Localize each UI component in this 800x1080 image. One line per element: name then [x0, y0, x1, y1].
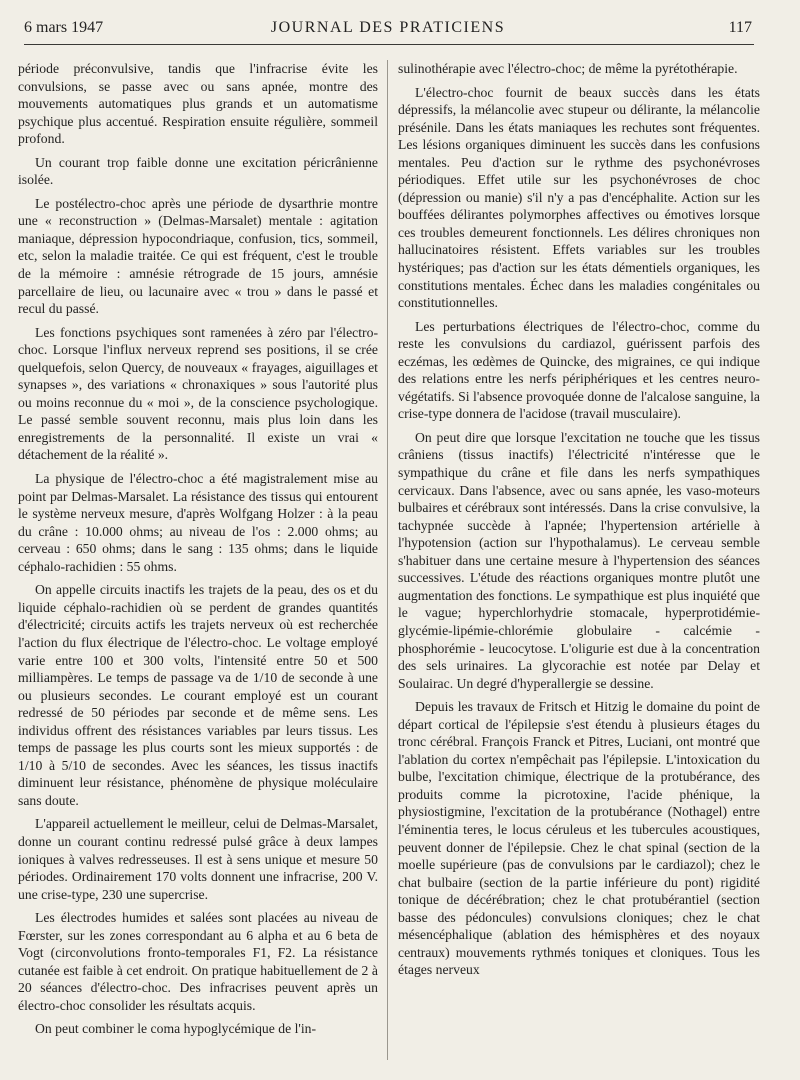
running-header [24, 14, 752, 42]
paragraph: Les fonctions psychiques sont ramenées à zéro par l'électro-choc. Lorsque l'influx nerveux reprend ses positions, il se crée quelquefois, selon Quercy, de nouveaux « frayages, aiguillages et synapses », des variations « chronaxiques » sous l'autorité plus ou moins reconnue du « moi », de la conscience psychologique. Le passé semble souvent reconnu, mais plus loin dans les enregistrements de la personnalité. Il existe un vrai « détachement de la réalité ». [18, 324, 378, 463]
paragraph: L'électro-choc fournit de beaux succès dans les états dépressifs, la mélancolie avec stupeur ou délirante, la mélancolie présénile. Dans les états maniaques les rechutes sont fréquentes. Les lésions organiques diminuent les succès dans les confusions mentales. Peu d'action sur le rythme des psychonévroses périodiques. Effet utile sur les psychonévroses de choc (dépression ou manie) s'il n'y a pas d'encéphalite. Action sur les bouffées délirantes polymorphes affectives ou émotives lorsque ces troubles demeurent fonctionnels. Les délires chroniques non hallucinatoires résistent. Effets variables sur les troubles hystériques; pas d'action sur les états démentiels organiques, les constitutions mentales. Échec dans les maladies congénitales ou constitutionnelles. [398, 84, 760, 311]
paragraph: L'appareil actuellement le meilleur, celui de Delmas-Marsalet, donne un courant continu redressé pulsé grâce à deux lampes ioniques à valves redresseuses. Il est à sens unique et mesure 50 périodes. Ordinairement 170 volts donnent une infracrise, 200 V. une crise-type, 230 une supercrise. [18, 816, 378, 902]
column-divider [387, 60, 388, 1060]
paragraph: On appelle circuits inactifs les trajets de la peau, des os et du liquide céphalo-rachidien où se perdent de grandes quantités d'électricité; circuits actifs les trajets nerveux où est recherchée l'action du flux électrique de l'électro-choc. Le voltage employé varie entre 100 et 300 volts, l'intensité entre 50 et 500 milliampères. Le temps de passage va de 1/10 de seconde à une ou plusieurs secondes. Le courant employé est un courant redressé de 50 périodes par seconde et de même sens. Les individus offrent des résistances variables par leurs tissus. Les temps de passage les plus courts sont les mieux supportés : de 1/10 à 5/10 de secondes. Avec les séances, les tissus inactifs diminuent leur résistance, phénomène de physique moléculaire sans doute. [18, 582, 378, 808]
paragraph: Le postélectro-choc après une période de dysarthrie montre une « reconstruction » (Delmas-Marsalet) mentale : agitation maniaque, dépression hypocondriaque, confusion, tics, sommeil, etc, selon la maladie traitée. Ce qui est fréquent, c'est le trouble de la mémoire : amnésie rétrograde de 15 jours, amnésie parcellaire de lieu, ou lacunaire avec « trou » dans le passé et recul du passé. [18, 195, 378, 317]
header-rule [24, 44, 754, 45]
paragraph: période préconvulsive, tandis que l'infracrise évite les convulsions, se passe avec ou sans apnée, montre des mouvements automatiques plus grands et un automatisme psychique plus accentué. Respiration ensuite régulière, sommeil profond. [18, 61, 378, 147]
paragraph: Un courant trop faible donne une excitation péricrânienne isolée. [18, 154, 378, 188]
left-column [18, 60, 378, 1070]
header-page-number: 117 [728, 19, 752, 36]
paragraph: Les perturbations électriques de l'électro-choc, comme du reste les convulsions du cardiazol, guérissent parfois des eczémas, les œdèmes de Quincke, des migraines, ce qui indique des relations entre les nerfs périphériques et les centres neuro-végétatifs. Si l'absence provoquée donne de l'alcalose sanguine, la crise-type donnera de l'acidose (travail musculaire). [398, 318, 760, 422]
paragraph: sulinothérapie avec l'électro-choc; de même la pyrétothérapie. [398, 61, 738, 76]
header-date: 6 mars 1947 [24, 19, 104, 36]
header-journal-title: JOURNAL DES PRATICIENS [270, 19, 506, 36]
paragraph: Les électrodes humides et salées sont placées au niveau de Fœrster, sur les zones correspondant au 6 alpha et au 6 beta de Vogt (circonvolutions fronto-temporales F1, F2. La résistance cutanée est faible à cet endroit. On pratique habituellement de 2 à 20 séances d'électro-choc. Des infracrises peuvent après un électro-choc consolider les résultats acquis. [18, 910, 378, 1013]
paragraph: On peut combiner le coma hypoglycémique de l'in- [35, 1021, 317, 1037]
paragraph: La physique de l'électro-choc a été magistralement mise au point par Delmas-Marsalet. La résistance des tissus qui entourent le système nerveux mesure, d'après Wolfgang Holzer : à la peau du crâne : 10.000 ohms; au niveau de l'os : 2.000 ohms; au cerveau : 650 ohms; dans le sang : 135 ohms; dans le liquide céphalo-rachidien : 55 ohms. [18, 471, 378, 574]
paragraph: Depuis les travaux de Fritsch et Hitzig le domaine du point de départ cortical de l'épilepsie s'est étendu à plusieurs étages du tronc cérébral. François Franck et Pitres, Luciani, ont montré que l'ablation du cortex n'empêchait pas l'épilepsie. L'intoxication du bulbe, l'excitation chimique, électrique de la protubérance, des produits comme la picrotoxine, l'acide phénique, la physiostigmine, l'excitation de la protubérance (Nothagel) entre l'éminentia teres, le locus céruleus et les tubercules acoustiques, peuvent donner de l'épilepsie. Chez le chat spinal (section de la moelle supérieure (pas de convulsions par le cardiazol); chez le chat bulbaire (section de la partie inférieure du pont) rigidité tonique de décérébration; chez le chat protubérantiel (section basse des pédoncules) convulsions cloniques; chez le chat mésencéphalique (ablation des hémisphères et des noyaux centraux) mouvements rythmés toniques et cloniques. Tous les étages nerveux [398, 699, 760, 978]
right-column [398, 60, 760, 1070]
paragraph: On peut dire que lorsque l'excitation ne touche que les tissus crâniens (tissus inactifs) l'électricité n'intéresse que le sympathique du crâne et file dans les nerfs sympathiques cervicaux. Dans l'absence, avec ou sans apnée, les vaso-moteurs bulbaires et cérébraux sont intéressés. Dans la crise convulsive, la tachypnée succède à l'apnée; l'hypertension artérielle à l'hypotension (action sur l'hypothalamus). Le cerveau semble s'habituer dans une certaine mesure à l'hypertension des séances successives. L'étude des réactions organiques montre plutôt une augmentation des fonctions. Le sympathique est plus inquiété que le vague; hyperchlorhydrie stomacale, hyperprotidémie-glycémie-lipémie-chlorémie globulaire - calcémie - phosphorémie - leucocytose. L'oligurie est due à la concentration des sels urinaires. La glycorachie est notée par Delay et Soulairac. Un degré d'hyperallergie se dessine. [398, 429, 760, 691]
